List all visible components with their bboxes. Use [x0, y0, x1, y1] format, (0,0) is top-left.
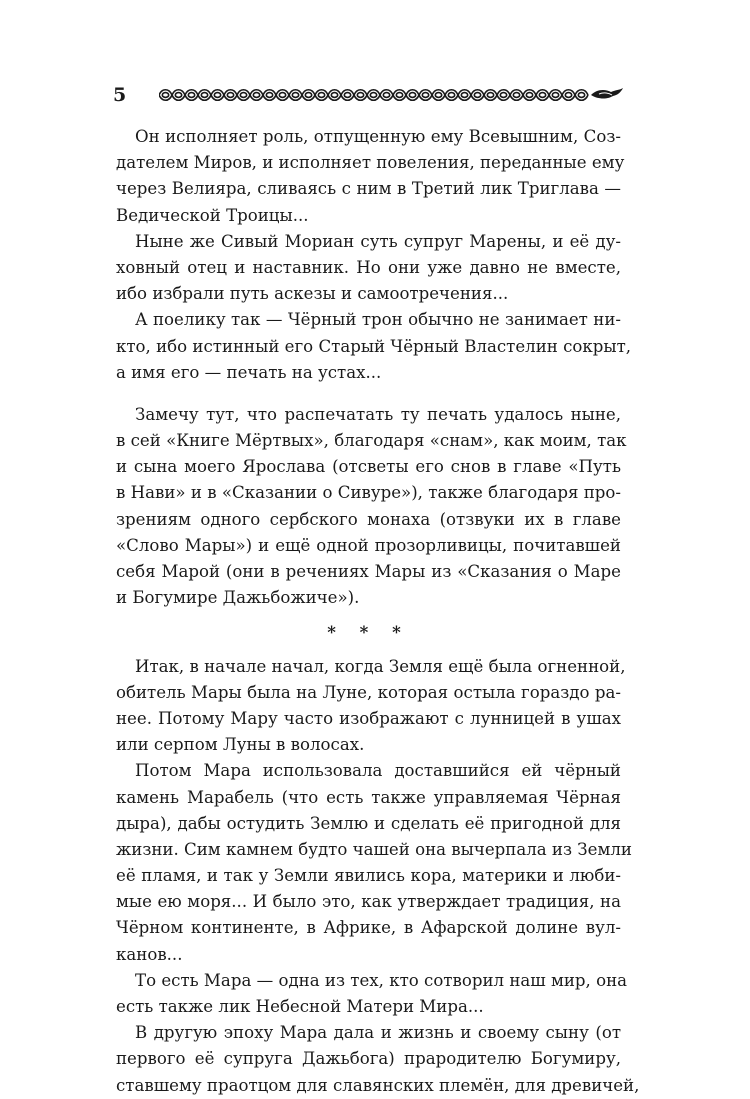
text-line: а имя его — печать на устах... [116, 362, 382, 382]
paragraph [116, 758, 632, 968]
text-line: кто, ибо истинный его Старый Чёрный Властелин сокрыт, [116, 336, 632, 356]
text-line: Ведической Троицы... [116, 205, 309, 225]
text-line: Замечу тут, что распечатать ту печать удалось ныне, [135, 404, 621, 424]
text-line: жизни. Сим камнем будто чашей она вычерпала из Земли [116, 839, 632, 859]
paragraph-gap [116, 646, 621, 654]
text-line: обитель Мары была на Луне, которая остыла гораздо ра- [116, 682, 621, 702]
text-line: Он исполняет роль, отпущенную ему Всевышним, Соз- [135, 127, 621, 146]
text-line: в сей «Книге Мёртвых», благодаря «снам», как моим, так [116, 431, 627, 451]
paragraph [116, 654, 626, 759]
text-line: через Велияра, сливаясь с ним в Третий лик Триглава — [116, 179, 621, 199]
page-header [113, 82, 625, 108]
text-line: ибо избрали путь аскезы и самоотречения... [116, 284, 509, 304]
text-line: дыра), дабы остудить Землю и сделать её пригодной для [116, 813, 621, 833]
text-line: Итак, в начале начал, когда Земля ещё была огненной, [135, 656, 626, 676]
paragraph [116, 968, 628, 1020]
page-body [116, 124, 640, 1099]
text-line: А поелику так — Чёрный трон обычно не занимает ни- [135, 310, 621, 330]
text-line: Ныне же Сивый Мориан суть супруг Марены, и её ду- [135, 231, 621, 251]
paragraph [116, 124, 625, 229]
paragraph [116, 1020, 640, 1099]
text-line: и сына моего Ярослава (отсветы его снов в главе «Путь [116, 457, 621, 477]
text-line: ховный отец и наставник. Но они уже давно не вместе, [116, 257, 621, 277]
section-separator: * * * [327, 622, 410, 643]
text-line: То есть Мара — одна из тех, кто сотворил наш мир, она [135, 970, 628, 990]
text-line: канов... [116, 944, 183, 964]
text-line: мые ею моря... И было это, как утверждает традиция, на [116, 892, 621, 912]
text-line: дателем Миров, и исполняет повеления, переданные ему [116, 153, 625, 173]
text-line: в Нави» и в «Сказании о Сивуре»), также благодаря про- [116, 483, 621, 503]
text-line: «Слово Мары») и ещё одной прозорливицы, почитавшей [116, 535, 621, 555]
text-line: Потом Мара использовала доставшийся ей чёрный [135, 761, 621, 781]
paragraph-gap [116, 386, 621, 402]
text-line: первого её супруга Дажьбога) прародителю Богумиру, [116, 1049, 621, 1069]
text-line: и Богумире Дажьбожиче»). [116, 588, 360, 608]
text-line: ставшему праотцом для славянских племён, для древичей, [116, 1075, 640, 1095]
text-line: нее. Потому Мару часто изображают с лунницей в ушах [116, 708, 621, 728]
page-number: 5 [113, 84, 127, 106]
text-line: Чёрном континенте, в Африке, в Афарской долине вул- [116, 918, 621, 938]
text-line: её пламя, и так у Земли явились кора, материки и люби- [116, 866, 621, 886]
text-line: или серпом Луны в волосах. [116, 735, 365, 755]
paragraph-gap [116, 611, 621, 619]
rope-ornament-icon [159, 86, 625, 108]
text-line: камень Марабель (что есть также управляемая Чёрная [116, 787, 621, 807]
text-line: себя Марой (они в речениях Мары из «Сказания о Маре [116, 562, 621, 581]
text-line: зрениям одного сербского монаха (отзвуки их в главе [116, 509, 621, 529]
text-line: В другую эпоху Мара дала и жизнь и своему сыну (от [135, 1023, 621, 1043]
paragraph [116, 229, 621, 308]
paragraph [116, 307, 632, 386]
text-line: есть также лик Небесной Матери Мира... [116, 997, 484, 1016]
paragraph [116, 402, 627, 612]
